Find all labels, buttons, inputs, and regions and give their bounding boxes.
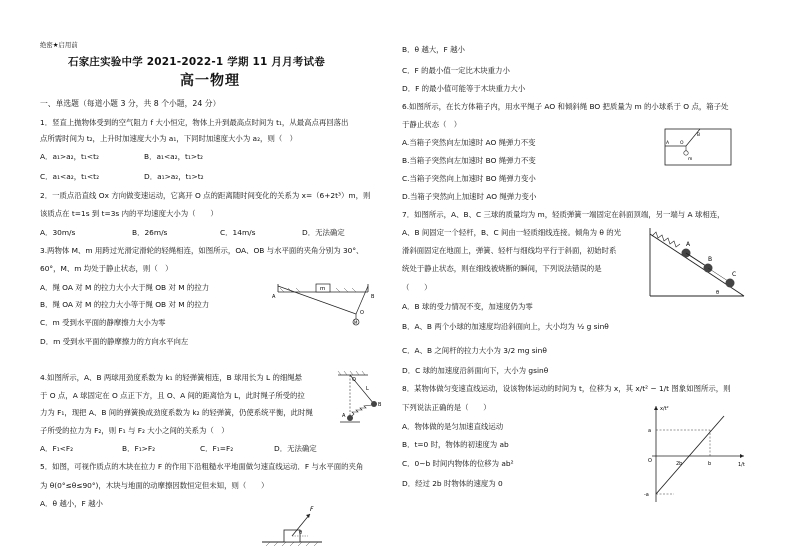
q4-label-O: O <box>352 377 356 383</box>
q5-label-theta: θ <box>299 530 303 536</box>
q7-option-d: D．C 球的加速度沿斜面向下，大小为 gsinθ <box>402 366 549 375</box>
q8-label-b: b <box>708 461 712 467</box>
q6-label-B: B <box>697 133 701 138</box>
q6-option-c: C.当箱子突然向上加速时 BO 绳弹力变小 <box>402 174 536 183</box>
q4-option-c: C．F₁=F₂ <box>200 444 234 453</box>
q7-label-B: B <box>708 256 713 263</box>
q3-option-d: D．m 受到水平面的静摩擦力的方向水平向左 <box>40 337 189 346</box>
q4-line-4: 子所受的拉力为 F₂，则 F₁ 与 F₂ 大小之间的关系为（ ） <box>40 426 229 435</box>
q5-option-c: C．F 的最小值一定比木块重力小 <box>402 66 510 75</box>
q4-line-3: 力为 F₁，现把 A、B 间的弹簧换成劲度系数为 k₂ 的轻弹簧，仍使系统平衡，此时绳 <box>40 408 313 417</box>
q6-option-b: B.当箱子突然向左加速时 BO 绳弹力不变 <box>402 156 536 165</box>
q7-line-3: 滑斜面固定在地面上，弹簧、轻杆与细线均平行于斜面，初始时系 <box>402 246 617 255</box>
q3-label-m: m <box>320 286 326 292</box>
q3-option-b: B．绳 OA 对 M 的拉力大小等于绳 OB 对 M 的拉力 <box>40 300 210 309</box>
q7-label-theta: θ <box>716 290 720 296</box>
q3-line-2: 60°，M、m 均处于静止状态，则（ ） <box>40 264 173 273</box>
q7-incline-figure <box>648 226 748 298</box>
q7-option-b-expr: ½ g sinθ <box>577 322 609 331</box>
q1-option-b: B．a₁<a₂，t₁>t₂ <box>144 152 203 161</box>
q3-label-O: O <box>360 310 364 316</box>
section-heading: 一、单选题（每道小题 3 分，共 8 个小题，24 分） <box>40 99 221 108</box>
q5-option-a: A．θ 越小，F 越小 <box>40 499 103 508</box>
q1-option-d: D．a₁>a₂，t₁>t₂ <box>144 172 204 181</box>
q3-line-1: 3.两物体 M、m 用跨过光滑定滑轮的轻绳相连，如图所示，OA、OB 与水平面的夹角分别为 30°、 <box>40 246 364 255</box>
q8-option-a: A．物体做的是匀加速直线运动 <box>402 422 504 431</box>
q6-line-2: 于静止状态（ ） <box>402 120 462 129</box>
q7-label-C: C <box>732 271 737 278</box>
q4-spring-figure <box>338 370 388 426</box>
q8-label-2b: 2b <box>676 461 683 467</box>
q3-option-c: C．m 受到水平面的静摩擦力大小为零 <box>40 318 166 327</box>
q5-option-d: D．F 的最小值可能等于木块重力大小 <box>402 84 526 93</box>
q5-line-2: 为 θ(0°≤θ≤90°)，木块与地面的动摩擦因数恒定但未知，则（ ） <box>40 481 269 490</box>
q8-option-c: C．0~b 时间内物体的位移为 ab² <box>402 459 514 468</box>
q7-line-4: 统处于静止状态，则在细线被烧断的瞬间，下列说法错误的是 <box>402 264 602 273</box>
q7-option-c <box>402 346 547 356</box>
q1-option-a: A．a₁>a₂，t₁<t₂ <box>40 152 99 161</box>
q1-line-2: 点所需时间为 t₂，上升时加速度大小为 a₁，下同时加速度大小为 a₂，则（ ） <box>40 134 298 143</box>
q3-option-a: A．绳 OA 对 M 的拉力大小大于绳 OB 对 M 的拉力 <box>40 283 210 292</box>
q1-option-c: C．a₁<a₂，t₁<t₂ <box>40 172 100 181</box>
q5-option-b: B．θ 越大，F 越小 <box>402 45 465 54</box>
q2-option-d: D．无法确定 <box>302 228 345 237</box>
q7-label-A: A <box>686 241 691 248</box>
q8-line-1: 8．某物体做匀变速直线运动，设该物体运动的时间为 t，位移为 x，其 x/t² − 1/t 图象如图所示，则 <box>402 384 731 393</box>
q4-option-a: A．F₁<F₂ <box>40 444 74 453</box>
q7-line-1: 7．如图所示，A、B、C 三球的质量均为 m，轻质弹簧一端固定在斜面顶端，另一端与 A 球相连， <box>402 210 725 219</box>
q6-label-m: m <box>688 157 693 162</box>
q4-label-B: B <box>378 402 382 408</box>
q8-axis-x-label: 1/t <box>738 462 745 468</box>
q3-label-M: M <box>354 320 358 325</box>
q6-label-A: A <box>666 141 670 146</box>
q8-label-O: O <box>648 458 652 464</box>
q2-option-b: B．26m/s <box>132 228 168 237</box>
q4-line-1: 4.如图所示，A、B 两球用劲度系数为 k₁ 的轻弹簧相连，B 球用长为 L 的细绳悬 <box>40 373 303 382</box>
q8-label-neg-a: -a <box>644 492 649 498</box>
subject-title: 高一物理 <box>180 73 240 89</box>
q7-option-b <box>402 322 609 332</box>
q7-option-c-text: C．A、B 之间杆的拉力大小为 <box>402 346 501 355</box>
q7-line-2: A、B 间固定一个轻杆，B、C 间由一轻质细线连接。倾角为 θ 的光 <box>402 228 622 237</box>
exam-title: 石家庄实验中学 2021-2022-1 学期 11 月月考试卷 <box>68 56 325 68</box>
q3-label-B: B <box>371 294 375 300</box>
q5-block-figure <box>262 502 326 546</box>
q3-label-A: A <box>272 294 276 300</box>
q2-option-c: C．14m/s <box>220 228 256 237</box>
q8-label-a: a <box>648 428 652 434</box>
q2-line-2: 该质点在 t=1s 到 t=3s 内的平均速度大小为（ ） <box>40 209 218 218</box>
q8-line-2: 下列说法正确的是（ ） <box>402 403 491 412</box>
q6-option-d: D.当箱子突然向上加速时 AO 绳弹力变小 <box>402 192 537 201</box>
q4-line-2: 于 O 点，A 球固定在 O 点正下方，且 O、A 间的距离恰为 L，此时绳子所受的拉 <box>40 391 305 400</box>
q6-label-O: O <box>680 141 684 146</box>
q6-option-a: A.当箱子突然向左加速时 AO 绳弹力不变 <box>402 138 536 147</box>
q7-option-a: A．B 球的受力情况不变，加速度仍为零 <box>402 302 533 311</box>
q7-option-c-expr: 3/2 mg sinθ <box>503 346 547 355</box>
q2-line-1: 2．一质点沿直线 Ox 方向做变速运动，它离开 O 点的距离随时间变化的关系为 x=（6+2t³）m，则 <box>40 191 371 200</box>
q7-line-5: （ ） <box>402 283 432 292</box>
confidential-mark: 绝密★启用前 <box>40 41 78 49</box>
q8-option-b: B．t=0 时，物体的初速度为 ab <box>402 440 509 449</box>
q6-line-1: 6.如图所示，在长方体箱子内，用水平绳子 AO 和倾斜绳 BO 把质量为 m 的小球系于 O 点，箱子处 <box>402 102 729 111</box>
q4-label-A: A <box>342 413 346 419</box>
q2-option-a: A．30m/s <box>40 228 76 237</box>
q5-line-1: 5．如图，可视作质点的木块在拉力 F 的作用下沿粗糙水平地面做匀速直线运动．F 与水平面的夹角 <box>40 462 364 471</box>
q7-option-b-text: B．A、B 两个小球的加速度均沿斜面向上，大小均为 <box>402 322 575 331</box>
q8-axis-y-label: x/t² <box>660 406 669 412</box>
q8-option-d: D．经过 2b 时物体的速度为 0 <box>402 479 503 488</box>
q6-box-figure <box>664 128 734 168</box>
q4-option-b: B．F₁>F₂ <box>122 444 156 453</box>
q8-graph-figure <box>644 404 748 506</box>
q5-label-F: F <box>310 506 314 513</box>
q4-label-L: L <box>366 386 369 392</box>
q1-line-1: 1．竖直上抛物体受到的空气阻力 f 大小恒定，物体上升到最高点时间为 t₁，从最高点再回落出 <box>40 118 349 127</box>
q3-pulley-figure <box>272 278 384 330</box>
q4-option-d: D．无法确定 <box>274 444 317 453</box>
